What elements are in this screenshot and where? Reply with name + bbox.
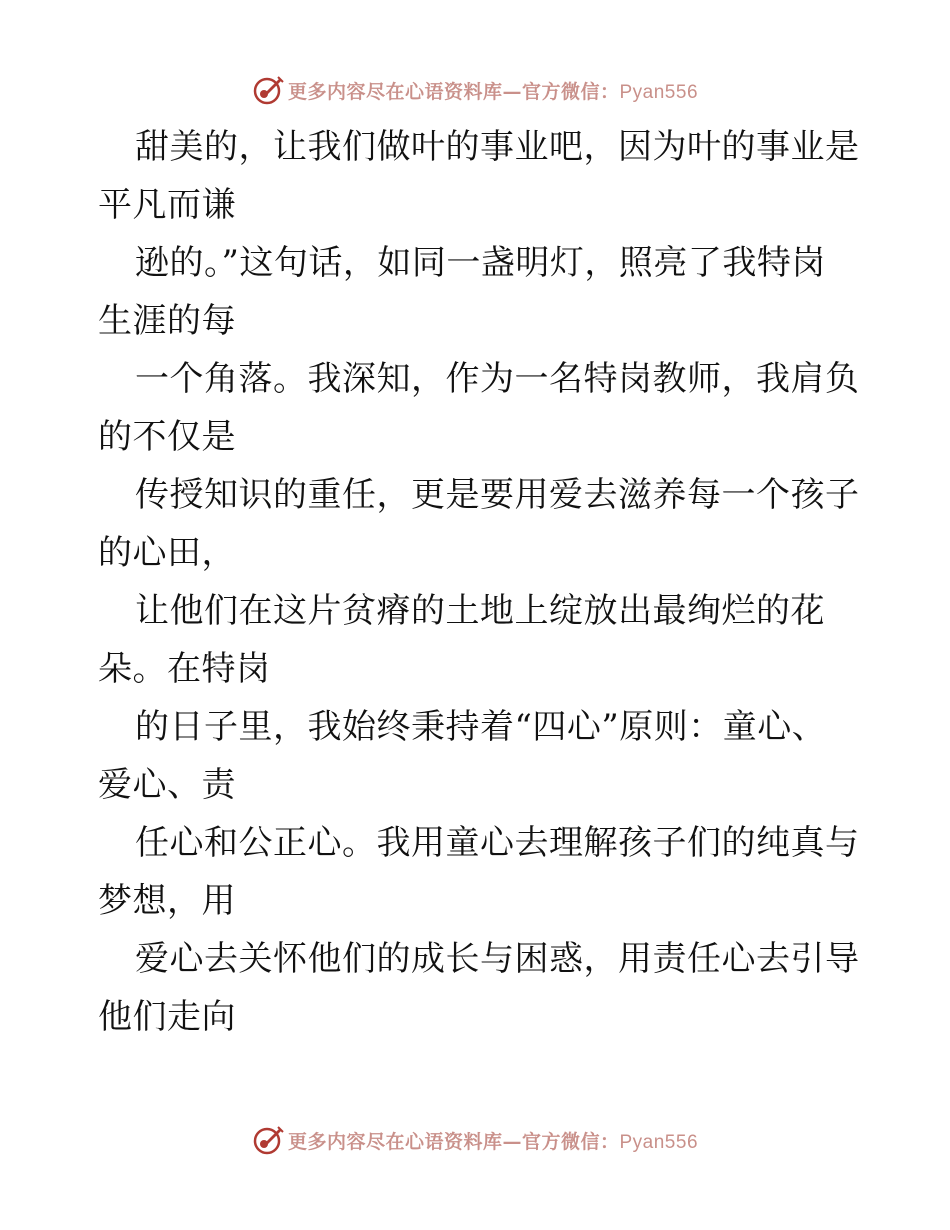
body-line: 的不仅是 [98, 417, 236, 457]
body-line: 一个角落。我深知，作为一名特岗教师，我肩负 [135, 359, 860, 399]
body-line: 他们走向 [98, 997, 236, 1037]
header-banner [0, 70, 950, 110]
body-line: 让他们在这片贫瘠的土地上绽放出最绚烂的花 [135, 591, 825, 631]
body-line: 梦想，用 [98, 881, 236, 921]
quill-pen-circle-icon [252, 1124, 284, 1156]
body-line: 甜美的，让我们做叶的事业吧，因为叶的事业是 [135, 127, 860, 167]
footer-banner-text: 更多内容尽在心语资料库—官方微信：Pyan556 [287, 1130, 699, 1153]
header-banner-text: 更多内容尽在心语资料库—官方微信：Pyan556 [287, 80, 699, 103]
body-line: 爱心去关怀他们的成长与困惑，用责任心去引导 [135, 939, 860, 979]
body-line: 爱心、责 [98, 765, 236, 805]
document-body [98, 118, 858, 1046]
header-wechat-id: Pyan556 [619, 81, 699, 103]
body-line: 生涯的每 [98, 301, 236, 341]
body-line: 朵。在特岗 [98, 649, 271, 689]
quill-pen-circle-icon [252, 74, 284, 106]
footer-banner [0, 1120, 950, 1160]
body-line: 任心和公正心。我用童心去理解孩子们的纯真与 [135, 823, 860, 863]
body-line: 的心田， [98, 533, 236, 573]
footer-wechat-id: Pyan556 [619, 1131, 699, 1153]
body-line: 的日子里，我始终秉持着“四心”原则：童心、 [135, 707, 827, 747]
body-line: 传授知识的重任，更是要用爱去滋养每一个孩子 [135, 475, 860, 515]
body-line: 逊的。”这句话，如同一盏明灯，照亮了我特岗 [135, 243, 826, 283]
body-line: 平凡而谦 [98, 185, 236, 225]
